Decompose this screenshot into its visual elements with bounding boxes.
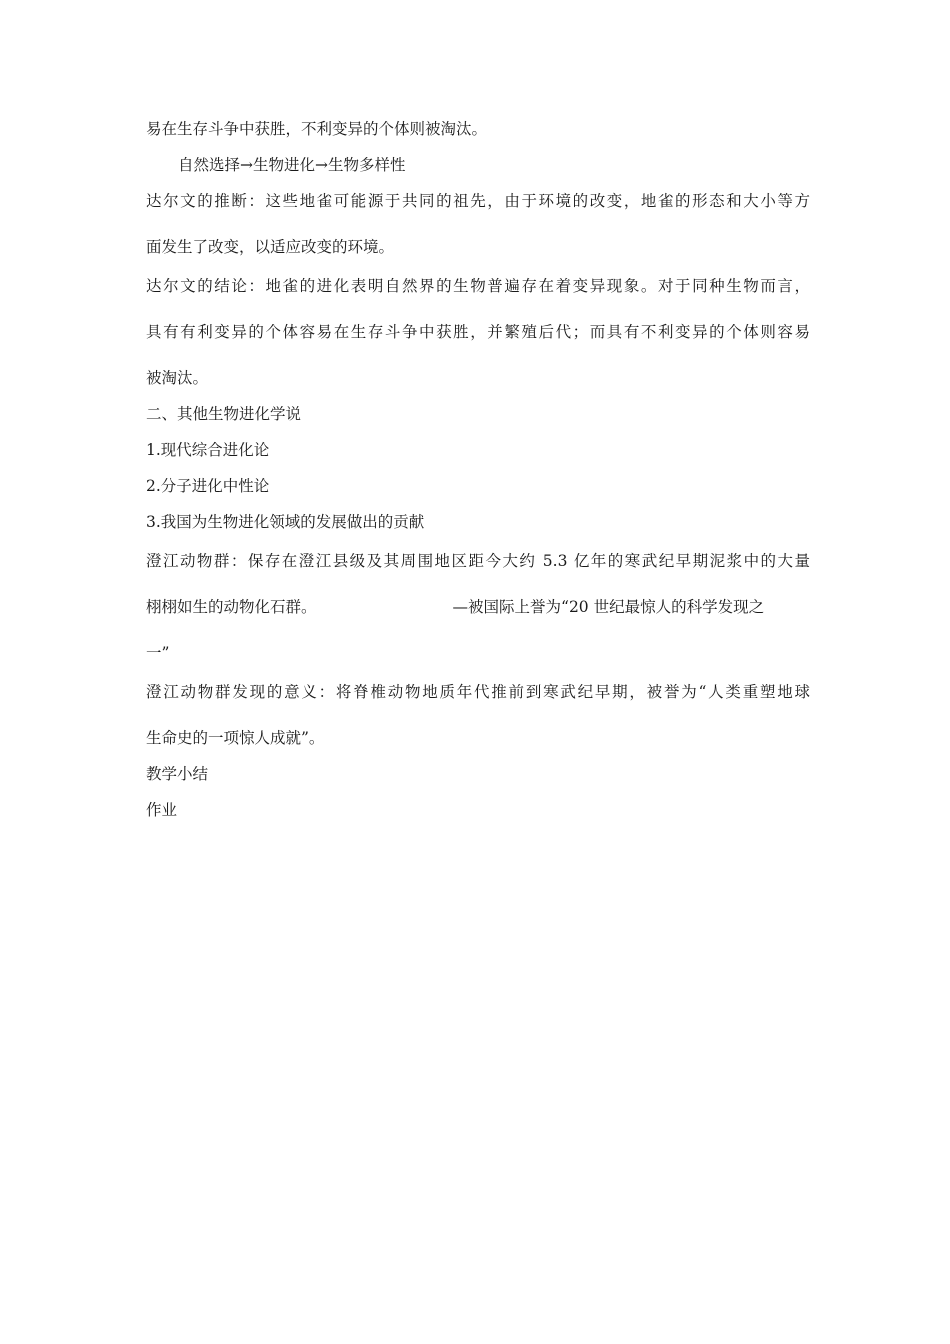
chengjiang-line-2-part-a: 栩栩如生的动物化石群。 — [146, 598, 317, 616]
chengjiang-line-2 — [146, 596, 810, 618]
darwin-conclusion-line-1: 达尔文的结论：地雀的进化表明自然界的生物普遍存在着变异现象。对于同种生物而言， — [146, 277, 810, 295]
chengjiang-line-2-part-b: —被国际上誉为“20 世纪最惊人的科学发现之 — [452, 598, 765, 616]
darwin-inference-line-1: 达尔文的推断：这些地雀可能源于共同的祖先，由于环境的改变，地雀的形态和大小等方 — [146, 192, 810, 210]
paragraph-line: 易在生存斗争中获胜，不利变异的个体则被淘汰。 — [146, 120, 488, 138]
section-heading: 二、其他生物进化学说 — [146, 405, 302, 423]
list-item: 1.现代综合进化论 — [146, 441, 270, 459]
document-page — [146, 118, 810, 821]
darwin-conclusion-line-2: 具有有利变异的个体容易在生存斗争中获胜，并繁殖后代；而具有不利变异的个体则容易 — [146, 323, 810, 341]
significance-line-1: 澄江动物群发现的意义：将脊椎动物地质年代推前到寒武纪早期，被誉为“人类重塑地球 — [146, 683, 810, 701]
homework-heading: 作业 — [146, 801, 178, 819]
darwin-conclusion-line-3: 被淘汰。 — [146, 369, 209, 387]
teaching-summary-heading: 教学小结 — [146, 765, 209, 783]
chengjiang-line-1: 澄江动物群：保存在澄江县级及其周围地区距今大约 5.3 亿年的寒武纪早期泥浆中的大量 — [146, 552, 810, 570]
list-item: 2.分子进化中性论 — [146, 477, 270, 495]
list-item: 3.我国为生物进化领域的发展做出的贡献 — [146, 513, 425, 531]
significance-line-2: 生命史的一项惊人成就”。 — [146, 729, 325, 747]
evolution-chain: 自然选择→生物进化→生物多样性 — [178, 156, 406, 174]
darwin-inference-line-2: 面发生了改变，以适应改变的环境。 — [146, 238, 395, 256]
chengjiang-line-3: 一” — [146, 644, 170, 662]
